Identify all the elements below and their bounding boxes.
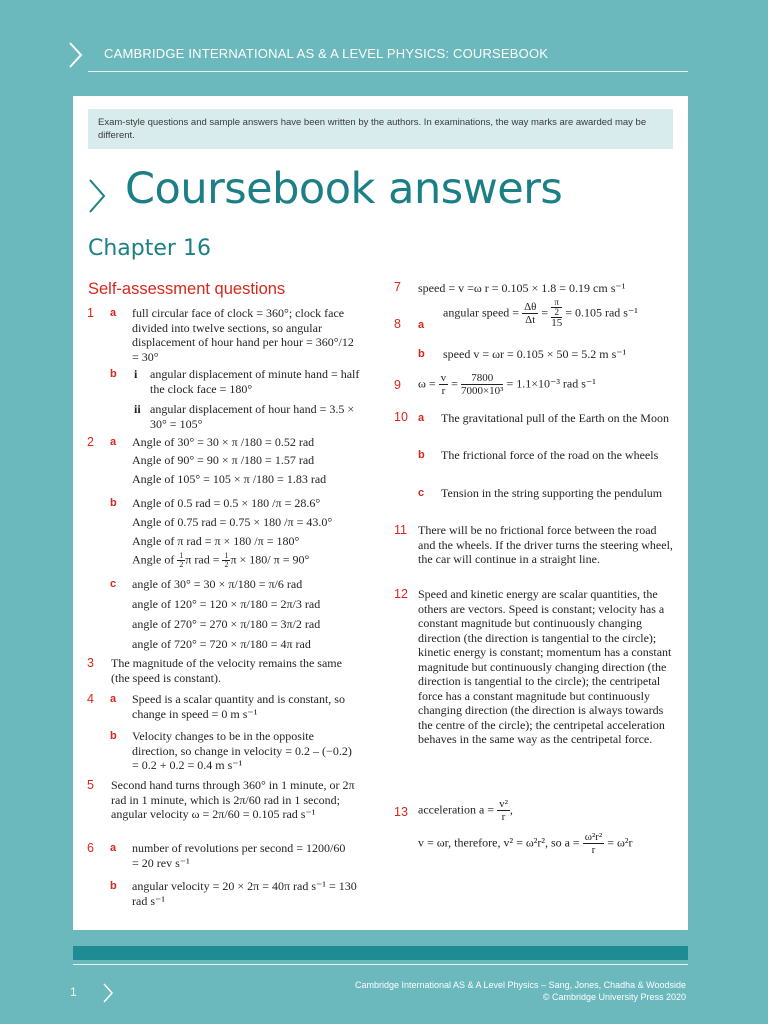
exam-notice: Exam-style questions and sample answers have been written by the authors. In examinations, the way marks are awarded may be different. [88, 109, 673, 149]
part-label: b [110, 497, 117, 509]
answer-text: speed = v =ω r = 0.105 × 1.8 = 0.19 cm s⁻¹ [418, 281, 626, 295]
answer-text: Angle of [132, 552, 175, 567]
question-number: 11 [394, 523, 407, 537]
fraction-numerator: 1 [179, 551, 184, 560]
footer-credits [355, 979, 686, 1003]
header-title: CAMBRIDGE INTERNATIONAL AS & A LEVEL PHYSICS: COURSEBOOK [104, 46, 549, 61]
answer-equation [418, 798, 513, 823]
question-number: 2 [87, 435, 94, 449]
footer-divider [73, 964, 688, 965]
answer-line: angle of 120° = 120 × π/180 = 2π/3 rad [132, 597, 321, 611]
page-title: Coursebook answers [125, 164, 563, 214]
answer-line: angle of 720° = 720 × π/180 = 4π rad [132, 637, 311, 651]
answer-text: ω = [418, 376, 436, 391]
fraction-denominator: 2 [224, 560, 229, 569]
answer-text: number of revolutions per second = 1200/60 = 20 rev s⁻¹ [132, 841, 346, 870]
part-label: a [110, 307, 117, 319]
answer-equation [443, 298, 638, 329]
fraction-numerator: v [440, 372, 447, 384]
answer-text: Velocity changes to be in the opposite direction, so change in velocity = 0.2 – (−0.2) = 0.2 + 0.2 = 0.4 m s⁻¹ [132, 729, 352, 772]
answer-text: acceleration a = [418, 802, 495, 817]
question-number: 3 [87, 656, 94, 670]
question-number: 6 [87, 841, 94, 855]
answer-line: angle of 30° = 30 × π/180 = π/6 rad [132, 577, 303, 591]
answer-line: Angle of 90° = 90 × π /180 = 1.57 rad [132, 453, 315, 467]
answer-text: angular displacement of hour hand = 3.5 × 30° = 105° [150, 402, 355, 431]
part-label: b [110, 880, 117, 892]
pi-symbol: π [551, 298, 562, 308]
answer-text: The frictional force of the road on the wheels [441, 448, 659, 462]
question-number: 9 [394, 378, 401, 392]
header-divider [88, 71, 688, 72]
footer-bar [73, 946, 688, 960]
fraction-denominator: 7000×10³ [460, 385, 504, 397]
fraction-numerator [551, 298, 562, 318]
answer-page [73, 96, 688, 930]
equals-sign: = [541, 305, 549, 320]
question-number: 1 [87, 306, 94, 320]
fraction-numerator: Δθ [524, 301, 537, 313]
fraction-numerator: 7800 [461, 372, 504, 385]
fraction-denominator: 2 [179, 560, 184, 569]
answer-line [132, 552, 309, 569]
answer-text: full circular face of clock = 360°; clock face divided into twelve sections, so angular displacement of hour hand per hour = 360°/12 = 30° [132, 306, 354, 364]
answer-text: = 1.1×10⁻³ rad s⁻¹ [506, 376, 596, 391]
answer-text: = ω²r [607, 835, 633, 850]
equals-sign: = [451, 376, 458, 391]
fraction-denominator: r [441, 385, 446, 397]
question-number: 13 [394, 805, 408, 819]
answer-line: angle of 270° = 270 × π/180 = 3π/2 rad [132, 617, 321, 631]
answer-text: angular displacement of minute hand = half the clock face = 180° [150, 367, 360, 396]
section-heading: Self-assessment questions [88, 280, 286, 298]
footer-copyright: © Cambridge University Press 2020 [542, 992, 686, 1002]
part-label: a [110, 436, 117, 448]
part-label: a [418, 319, 425, 331]
answer-text: Second hand turns through 360° in 1 minute, or 2π rad in 1 minute, which is 2π/60 rad in 1 second; angular velocity ω = 2π/60 = 0.105 rad s⁻¹ [111, 778, 355, 821]
fraction-numerator: 1 [224, 551, 229, 560]
fraction-denominator: r [501, 811, 506, 823]
answer-text: Speed and kinetic energy are scalar quantities, the others are vectors. Speed is constant; velocity has a constant magnitude but continuously changing direction (the direction is tangential to the circle); kinetic energy is constant; momentum has a constant magnitude but continuously changing direction (the direction is tangential to the circle); the centripetal force has a constant magnitude but continuously changing direction (the direction is always towards the centre of the circle); the centripetal acceleration behaves in the same way as the centripetal force. [418, 587, 672, 746]
fraction-denominator: r [591, 844, 596, 856]
answer-line: Angle of 105° = 105 × π /180 = 1.83 rad [132, 472, 327, 486]
answer-text: The gravitational pull of the Earth on the Moon [441, 411, 669, 425]
chevron-right-icon [102, 982, 114, 1004]
part-label: a [418, 412, 425, 424]
question-number: 4 [87, 692, 94, 706]
part-label: c [418, 487, 425, 499]
question-number: 10 [394, 410, 408, 424]
answer-text: = 0.105 rad s⁻¹ [565, 305, 638, 320]
question-number: 5 [87, 778, 94, 792]
subpart-label: ii [134, 402, 141, 416]
part-label: b [110, 368, 117, 380]
fraction-denominator: 2 [554, 307, 559, 317]
part-label: b [110, 730, 117, 742]
answer-equation [418, 831, 632, 856]
question-number: 7 [394, 280, 401, 294]
answer-text: angular speed = [443, 305, 520, 320]
fraction-numerator: v² [499, 798, 508, 810]
fraction-denominator: Δt [525, 314, 536, 326]
answer-text: angular velocity = 20 × 2π = 40π rad s⁻¹ = 130 rad s⁻¹ [132, 879, 357, 908]
answer-text: v = ωr, therefore, v² = ω²r², so a = [418, 835, 580, 850]
page-number: 1 [70, 985, 77, 999]
answer-text: speed v = ωr = 0.105 × 50 = 5.2 m s⁻¹ [443, 347, 627, 361]
answer-line: Angle of 30° = 30 × π /180 = 0.52 rad [132, 435, 315, 449]
chevron-right-icon [87, 176, 107, 216]
part-label: b [418, 348, 425, 360]
fraction-numerator: ω²r² [584, 831, 603, 843]
fraction-denominator: 15 [551, 317, 563, 329]
answer-text: There will be no frictional force between the road and the wheels. If the driver turns the steering wheel, the car will continue in a straight line. [418, 523, 673, 566]
chapter-heading: Chapter 16 [88, 236, 211, 261]
answer-text: The magnitude of the velocity remains the same (the speed is constant). [111, 656, 342, 685]
question-number: 8 [394, 317, 401, 331]
part-label: c [110, 578, 117, 590]
subpart-label: i [134, 367, 138, 381]
answer-text: π × 180/ π = 90° [230, 552, 310, 567]
part-label: b [418, 449, 425, 461]
question-number: 12 [394, 587, 408, 601]
answer-line: Angle of 0.5 rad = 0.5 × 180 /π = 28.6° [132, 496, 321, 510]
answer-line: Angle of π rad = π × 180 /π = 180° [132, 534, 300, 548]
answer-text: Speed is a scalar quantity and is constant, so change in speed = 0 m s⁻¹ [132, 692, 345, 721]
part-label: a [110, 693, 117, 705]
answer-text: Tension in the string supporting the pendulum [441, 486, 663, 500]
footer-citation: Cambridge International AS & A Level Physics – Sang, Jones, Chadha & Woodside [354, 980, 686, 990]
comma: , [509, 802, 513, 817]
answer-text: π rad = [185, 552, 220, 567]
chevron-right-icon [66, 40, 84, 70]
answer-equation [418, 372, 596, 397]
part-label: a [110, 842, 117, 854]
answer-line: Angle of 0.75 rad = 0.75 × 180 /π = 43.0° [132, 515, 333, 529]
